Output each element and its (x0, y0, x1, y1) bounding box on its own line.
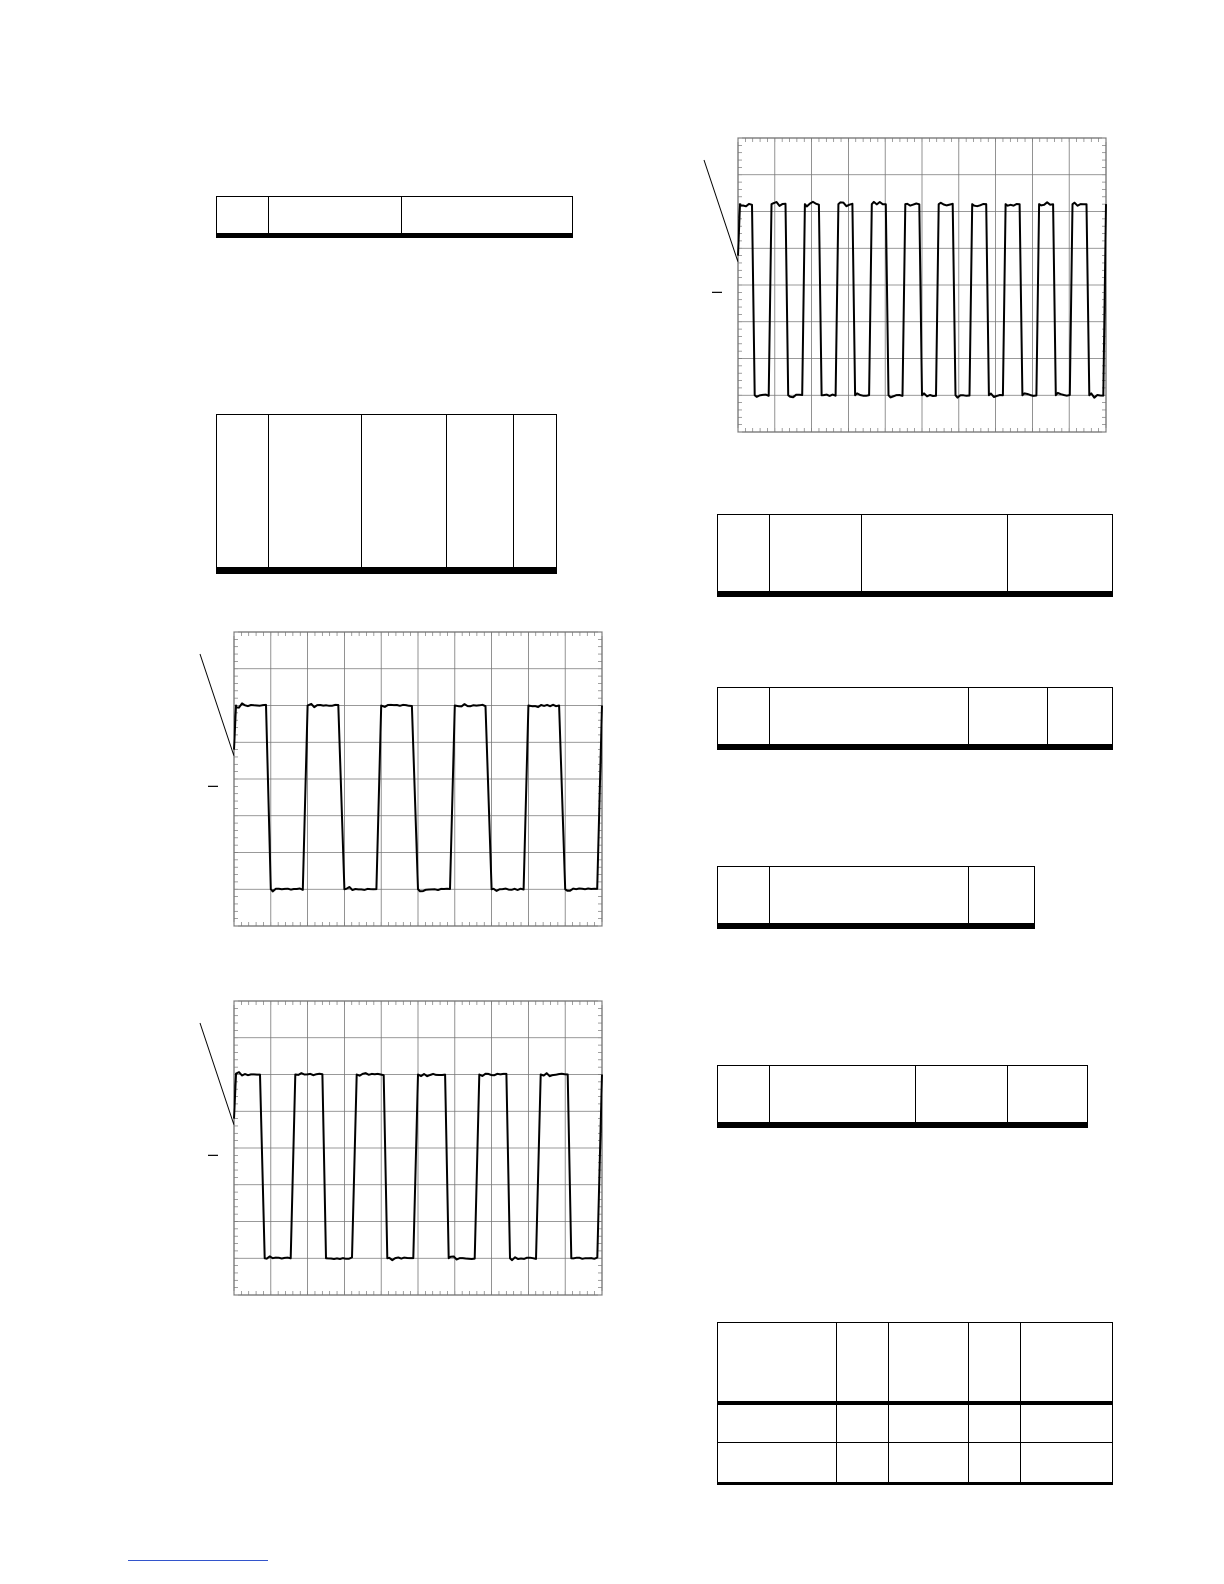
table-4 (717, 687, 1113, 750)
table-row (718, 1403, 1113, 1443)
table-header-row (718, 867, 1035, 926)
table-2 (216, 414, 557, 574)
table-header-row (217, 415, 557, 570)
table-header-row (718, 515, 1113, 594)
oscilloscope-trace-1 (196, 630, 606, 930)
table-1 (216, 196, 573, 238)
table-row (217, 573, 557, 574)
probe-pointer-line (200, 1023, 234, 1125)
table-row (718, 596, 1113, 597)
table-5 (717, 866, 1035, 929)
table-header-row (718, 1323, 1113, 1403)
table-row (718, 1127, 1088, 1128)
table-7 (717, 1322, 1113, 1485)
footer-link-underline[interactable] (128, 1560, 268, 1561)
oscilloscope-trace-2 (196, 999, 606, 1299)
table-header-row (718, 1066, 1088, 1125)
table-row (718, 1484, 1113, 1485)
table-3 (717, 514, 1113, 597)
table-row (217, 235, 573, 238)
table-row (718, 1443, 1113, 1483)
table-6 (717, 1065, 1088, 1128)
table-row (718, 749, 1113, 750)
probe-pointer-line (704, 160, 738, 262)
table-header-row (217, 197, 573, 236)
oscilloscope-trace-3 (700, 136, 1110, 436)
probe-pointer-line (200, 654, 234, 756)
table-row (718, 928, 1035, 929)
table-header-row (718, 688, 1113, 747)
